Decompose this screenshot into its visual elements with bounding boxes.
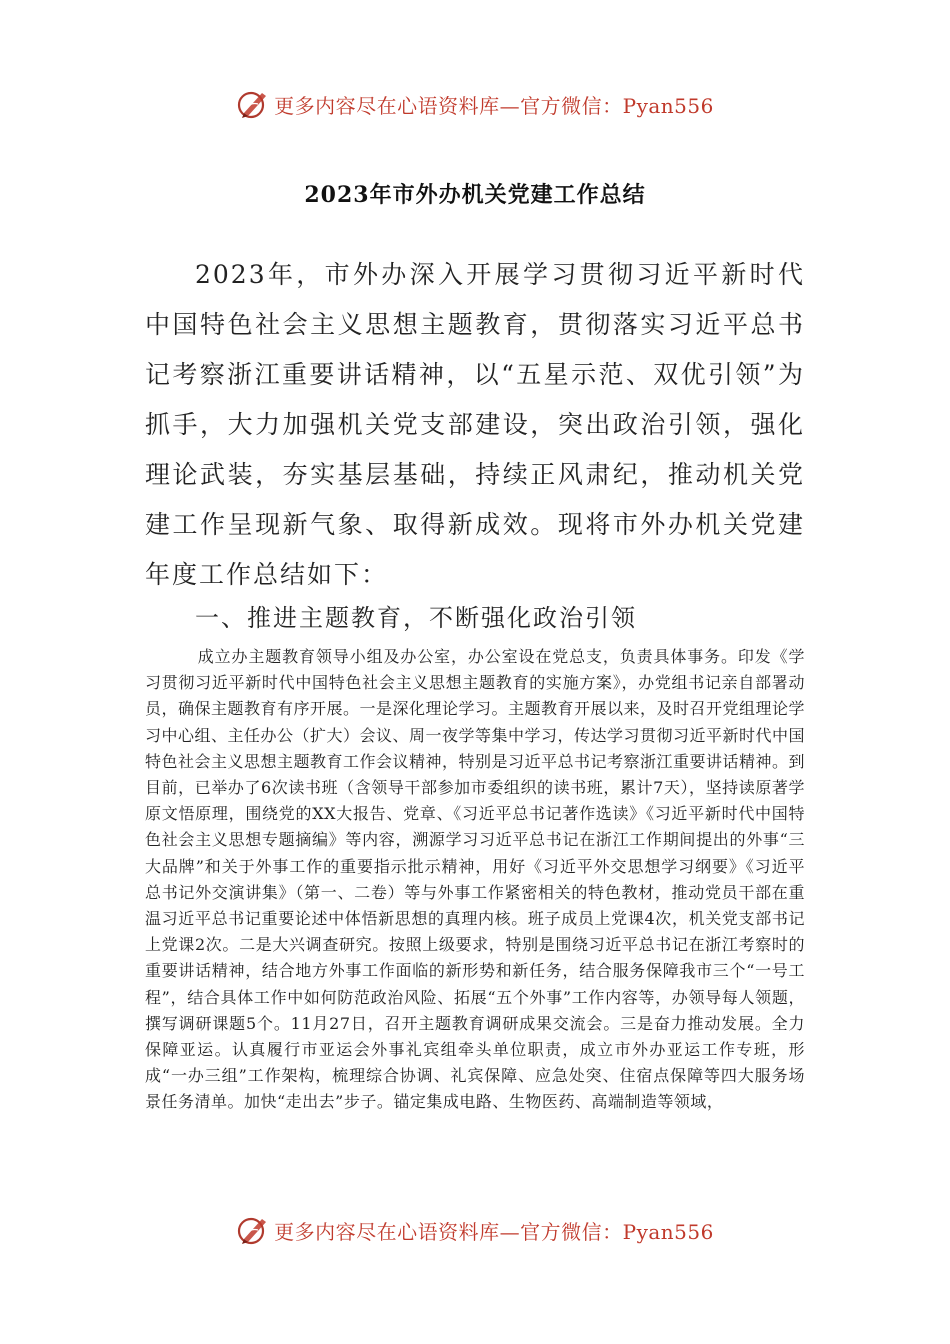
pen-logo-icon [236,87,270,121]
banner-text: 更多内容尽在心语资料库—官方微信：Pyan556 [274,1219,714,1244]
document-title: 2023年市外办机关党建工作总结 [304,182,646,208]
header-banner [0,80,950,128]
intro-paragraph: 2023年，市外办深入开展学习贯彻习近平新时代中国特色社会主义思想主题教育，贯彻落实习近平总书记考察浙江重要讲话精神，以“五星示范、双优引领”为抓手，大力加强机关党支部建设，突出政治引领，强化理论武装，夯实基层基础，持续正风肃纪，推动机关党建工作呈现新气象、取得新成效。现将市外办机关党建年度工作总结如下： [145,260,805,589]
footer-banner [0,1206,950,1254]
section-1-body: 成立办主题教育领导小组及办公室，办公室设在党总支，负责具体事务。印发《学习贯彻习近平新时代中国特色社会主义思想主题教育的实施方案》，办党组书记亲自部署动员，确保主题教育有序开展。一是深化理论学习。主题教育开展以来，及时召开党组理论学习中心组、主任办公（扩大）会议、周一夜学等集中学习，传达学习贯彻习近平新时代中国特色社会主义思想主题教育工作会议精神，特别是习近平总书记考察浙江重要讲话精神。到目前，已举办了6次读书班（含领导干部参加市委组织的读书班，累计7天），坚持读原著学原文悟原理，围绕党的XX大报告、党章、《习近平总书记著作选读》《习近平新时代中国特色社会主义思想专题摘编》等内容，溯源学习习近平总书记在浙江工作期间提出的外事“三大品牌”和关于外事工作的重要指示批示精神，用好《习近平外交思想学习纲要》《习近平总书记外交演讲集》（第一、二卷）等与外事工作紧密相关的特色教材，推动党员干部在重温习近平总书记重要论述中体悟新思想的真理内核。班子成员上党课4次，机关党支部书记上党课2次。二是大兴调查研究。按照上级要求，特别是围绕习近平总书记在浙江考察时的重要讲话精神，结合地方外事工作面临的新形势和新任务，结合服务保障我市三个“一号工程”，结合具体工作中如何防范政治风险、拓展“五个外事”工作内容等，办领导每人领题，撰写调研课题5个。11月27日，召开主题教育调研成果交流会。三是奋力推动发展。全力保障亚运。认真履行市亚运会外事礼宾组牵头单位职责，成立市外办亚运工作专班，形成“一办三组”工作架构，梳理综合协调、礼宾保障、应急处突、住宿点保障等四大服务场景任务清单。加快“走出去”步子。锚定集成电路、生物医药、高端制造等领域， [145,647,806,1112]
section-heading-1: 一、推进主题教育，不断强化政治引领 [195,604,637,632]
banner-text: 更多内容尽在心语资料库—官方微信：Pyan556 [274,93,714,118]
pen-logo-icon [236,1213,270,1247]
